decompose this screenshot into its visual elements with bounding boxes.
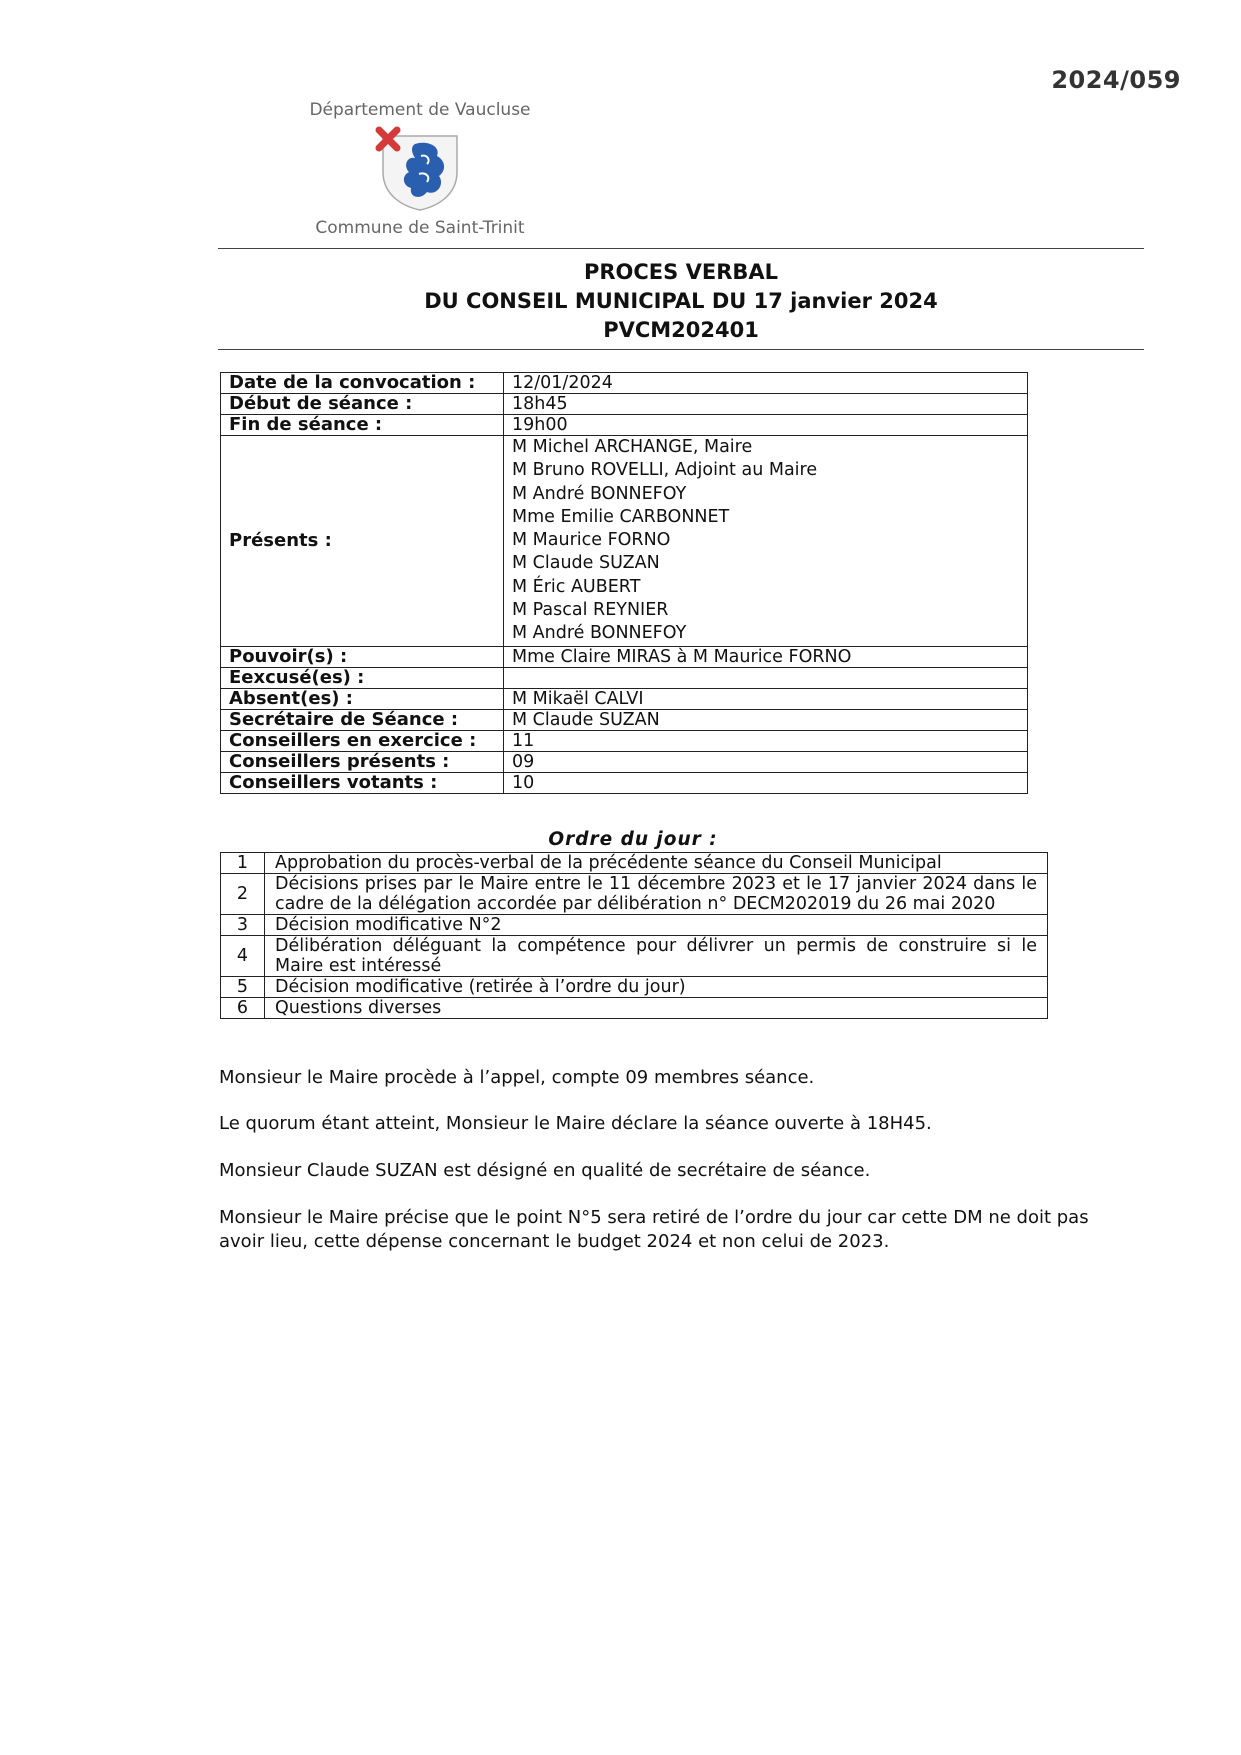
exercice-label: Conseillers en exercice :: [221, 730, 504, 751]
agenda-text: Délibération déléguant la compétence pour délivrer un permis de construire si le Maire est intéressé: [265, 936, 1048, 977]
table-row: [221, 709, 1028, 730]
agenda-text: Approbation du procès-verbal de la précédente séance du Conseil Municipal: [265, 853, 1048, 874]
commune-logo: [290, 100, 550, 238]
list-item: M Bruno ROVELLI, Adjoint au Maire: [512, 460, 818, 481]
agenda-number: 5: [221, 977, 265, 998]
list-item: M André BONNEFOY: [512, 483, 687, 504]
paragraph-secretaire: Monsieur Claude SUZAN est désigné en qualité de secrétaire de séance.: [219, 1160, 871, 1181]
table-row: [221, 977, 1048, 998]
table-row: [221, 667, 1028, 688]
secretaire-label: Secrétaire de Séance :: [221, 709, 504, 730]
list-item: M Éric AUBERT: [512, 576, 641, 597]
votants-label: Conseillers votants :: [221, 772, 504, 793]
excuses-label: Eexcusé(es) :: [221, 667, 504, 688]
list-item: M Maurice FORNO: [512, 530, 671, 551]
agenda-table: [220, 852, 1048, 1019]
agenda-heading: Ordre du jour :: [548, 829, 718, 850]
list-item: M Pascal REYNIER: [512, 600, 669, 621]
debut-label: Début de séance :: [221, 394, 504, 415]
fin-value: 19h00: [504, 415, 1028, 436]
table-row: [221, 915, 1048, 936]
debut-value: 18h45: [504, 394, 1028, 415]
table-row: [221, 751, 1028, 772]
list-item: M Claude SUZAN: [512, 553, 660, 574]
secretaire-value: M Claude SUZAN: [504, 709, 1028, 730]
excuses-value: [504, 667, 1028, 688]
table-row: [221, 415, 1028, 436]
agenda-text: Décision modificative (retirée à l’ordre du jour): [265, 977, 1048, 998]
table-row: [221, 936, 1048, 977]
pouvoirs-label: Pouvoir(s) :: [221, 646, 504, 667]
agenda-number: 6: [221, 998, 265, 1019]
department-name: Département de Vaucluse: [309, 100, 531, 120]
convocation-label: Date de la convocation :: [221, 373, 504, 394]
absents-value: M Mikaël CALVI: [504, 688, 1028, 709]
exercice-value: 11: [504, 730, 1028, 751]
session-info-table: [220, 372, 1028, 794]
presents-count-value: 09: [504, 751, 1028, 772]
list-item: M Michel ARCHANGE, Maire: [512, 437, 753, 457]
list-item: Mme Emilie CARBONNET: [512, 506, 730, 527]
page-title: [218, 258, 1144, 345]
title-line-2: DU CONSEIL MUNICIPAL DU 17 janvier 2024: [424, 289, 938, 313]
title-divider: [218, 349, 1144, 350]
table-row: [221, 394, 1028, 415]
absents-label: Absent(es) :: [221, 688, 504, 709]
fin-label: Fin de séance :: [221, 415, 504, 436]
agenda-number: 4: [221, 936, 265, 977]
presents-count-label: Conseillers présents :: [221, 751, 504, 772]
commune-name: Commune de Saint-Trinit: [315, 218, 525, 238]
table-row: [221, 772, 1028, 793]
agenda-text: Décisions prises par le Maire entre le 11 décembre 2023 et le 17 janvier 2024 dans le cadre de la délégation accordée par délibération n° DECM202019 du 26 mai 2020: [265, 874, 1048, 915]
table-row: [221, 436, 1028, 647]
agenda-text: Décision modificative N°2: [265, 915, 1048, 936]
table-row: [221, 874, 1048, 915]
agenda-number: 2: [221, 874, 265, 915]
top-divider: [218, 248, 1144, 249]
table-row: [221, 373, 1028, 394]
title-line-3: PVCM202401: [603, 318, 759, 342]
table-row: [221, 688, 1028, 709]
paragraph-quorum: Le quorum étant atteint, Monsieur le Maire déclare la séance ouverte à 18H45.: [219, 1113, 932, 1134]
table-row: [221, 730, 1028, 751]
coat-of-arms-icon: [375, 126, 465, 212]
paragraph-point-5: Monsieur le Maire précise que le point N°5 sera retiré de l’ordre du jour car cette DM ne doit pas avoir lieu, cette dépense concernant le budget 2024 et non celui de 2023.: [219, 1207, 1089, 1252]
document-reference: 2024/059: [1051, 66, 1181, 94]
presents-list: [504, 436, 1028, 647]
table-row: [221, 853, 1048, 874]
votants-value: 10: [504, 772, 1028, 793]
title-line-1: PROCES VERBAL: [583, 260, 778, 284]
list-item: M André BONNEFOY: [512, 623, 687, 644]
agenda-number: 3: [221, 915, 265, 936]
pouvoirs-value: Mme Claire MIRAS à M Maurice FORNO: [504, 646, 1028, 667]
agenda-number: 1: [221, 853, 265, 874]
table-row: [221, 646, 1028, 667]
table-row: [221, 998, 1048, 1019]
agenda-text: Questions diverses: [265, 998, 1048, 1019]
paragraph-appel: Monsieur le Maire procède à l’appel, compte 09 membres séance.: [219, 1067, 815, 1088]
presents-label: Présents :: [221, 436, 504, 647]
convocation-value: 12/01/2024: [504, 373, 1028, 394]
